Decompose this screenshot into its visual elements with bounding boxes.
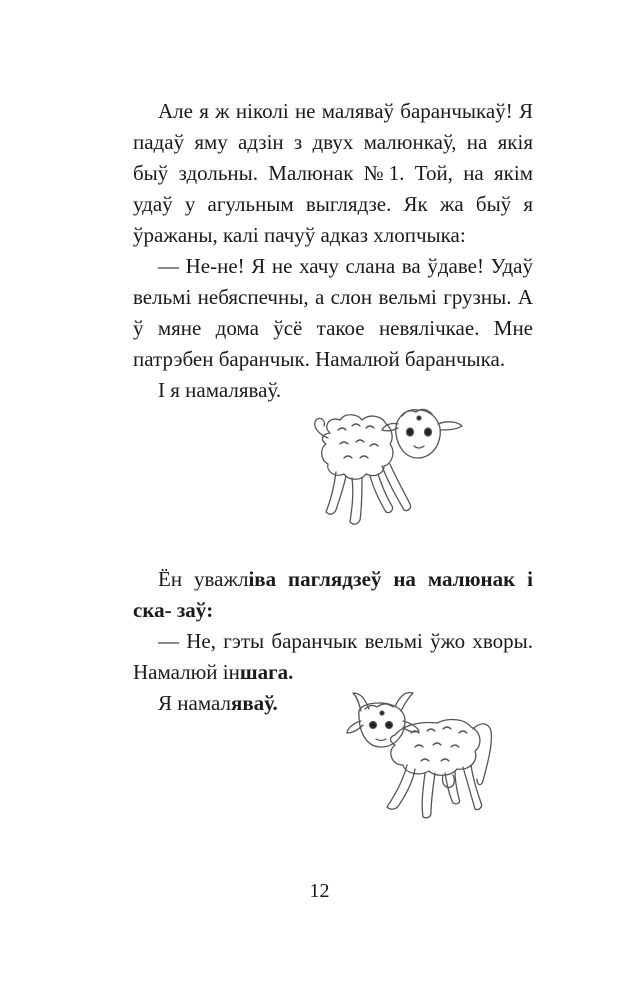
lamb-drawing-1 (300, 398, 475, 538)
paragraph-4-bold: іва паглядзеў на малюнак і ска- (133, 567, 534, 622)
paragraph-5-regular: — Не, гэты баранчык вельмі ўжо хворы. Намалюй ін (133, 629, 533, 684)
paragraph-3: І я намаляваў. (158, 378, 282, 402)
paragraph-5 (133, 626, 533, 688)
page-number: 12 (309, 880, 330, 902)
paragraph-5-bold: шага. (239, 660, 294, 684)
paragraph-4 (133, 564, 533, 626)
paragraph-1: Але я ж ніколі не маляваў баранчыкаў! Я падаў яму адзін з двух малюнкаў, на якія быў здольны. Малюнак №1. Той, на якім удаў у агульным выглядзе. Як жа быў я ўражаны, калі пачуў адказ хлопчыка: (133, 99, 533, 247)
paragraph-6-bold: яваў. (230, 691, 278, 715)
paragraph-2: — Не-не! Я не хачу слана ва ўдаве! Удаў вельмі небяспечны, а слон вельмі грузны. А ў мяне дома ўсё такое невялічкае. Мне патрэбен баранчык. Намалюй баранчыка. (133, 254, 533, 371)
paragraph-6-regular: Я намал (158, 691, 231, 715)
paragraph-4-line2: заў: (176, 598, 214, 622)
lamb-drawing-2 (325, 685, 500, 825)
paragraph-4-regular: Ён уважл (158, 567, 249, 591)
text-block-top (133, 96, 533, 406)
